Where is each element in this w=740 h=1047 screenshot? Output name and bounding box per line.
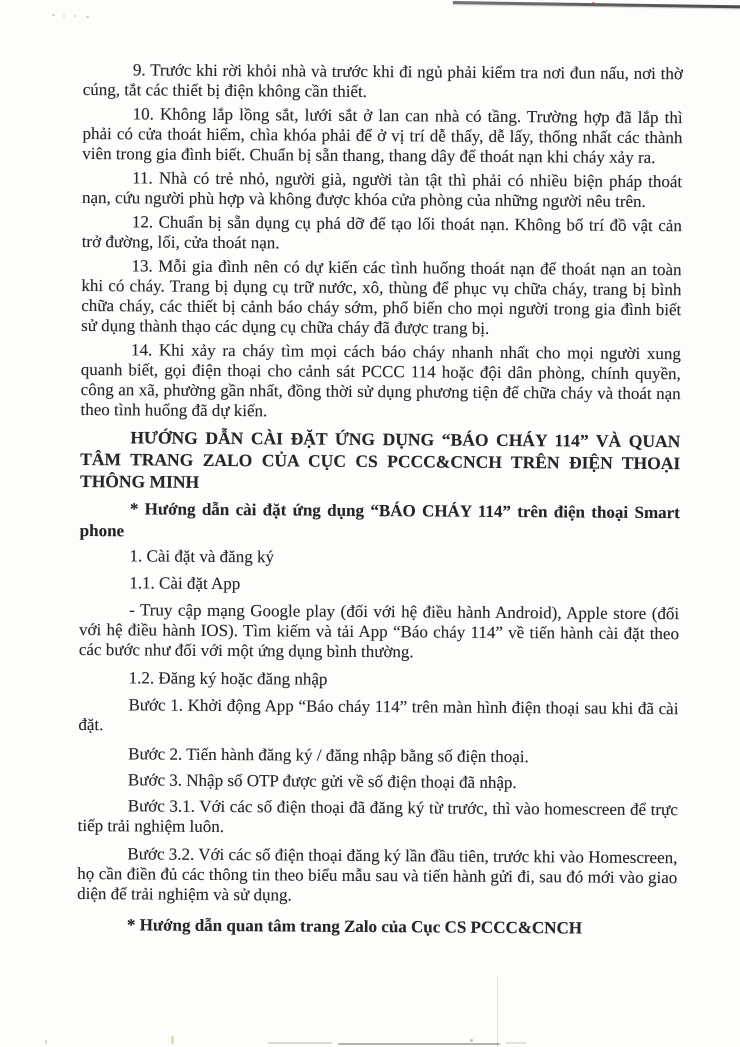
scan-artifact-left-speck: [45, 1040, 47, 1044]
scan-artifact-bottom-streak: [505, 1042, 527, 1044]
scan-artifact-speck: [86, 16, 89, 18]
scan-artifact-yellow-speck: [171, 1036, 174, 1044]
instruction-item-13: 13. Mỗi gia đình nên có dự kiến các tình huống thoát nạn để thoát nạn an toàn khi có cháy. Trang bị dụng cụ trữ nước, xô, thùng để phục vụ chữa cháy, trang bị bình chữa cháy, các thiết bị cảnh báo cháy sớm, phổ biến cho mọi người trong gia đình biết sử dụng thành thạo các dụng cụ chữa cháy đã được trang bị.: [81, 256, 682, 338]
step-3-2: Bước 3.2. Với các số điện thoại đăng ký lần đầu tiên, trước khi vào Homescreen, họ cần điền đủ các thông tin theo biểu mẫu sau và tiến hành gửi đi, sau đó mới vào giao diện để trải nghiệm và sử dụng.: [77, 844, 678, 905]
section-install-register-title: 1. Cài đặt và đăng ký: [129, 546, 275, 567]
install-app-instructions: - Truy cập mạng Google play (đối với hệ điều hành Android), Apple store (đối với hệ điều hành IOS). Tìm kiếm và tải App “Báo cháy 114” về tiến hành cài đặt theo các bước như đối với một ứng dụng bình thường.: [78, 600, 680, 662]
section-register-login-title: 1.2. Đăng ký hoặc đăng nhập: [128, 668, 328, 689]
instruction-item-12: 12. Chuẩn bị sẵn dụng cụ phá dỡ để tạo lối thoát nạn. Không bố trí đồ vật cản trở đường, lối, cửa thoát nạn.: [81, 212, 682, 253]
step-1: Bước 1. Khởi động App “Báo cháy 114” trên màn hình điện thoại sau khi đã cài đặt.: [78, 695, 679, 735]
step-2: Bước 2. Tiến hành đăng ký / đăng nhập bằng số điện thoại.: [128, 744, 529, 767]
step-3-1: Bước 3.1. Với các số điện thoại đã đăng ký từ trước, thì vào homescreen để trực tiếp trải nghiệm luôn.: [77, 796, 678, 837]
scan-artifact-bottom-streak: [268, 1042, 332, 1044]
scan-artifact-speck: [74, 15, 76, 17]
instruction-item-14: 14. Khi xảy ra cháy tìm mọi cách báo cháy nhanh nhất cho mọi người xung quanh biết, gọi điện thoại cho cảnh sát PCCC 114 hoặc đội dân phòng, chính quyền, công an xã, phường gần nhất, đồng thời sử dụng phương tiện để chữa cháy và thoát nạn theo tình huống đã dự kiến.: [80, 340, 682, 421]
section-install-app-title: 1.1. Cài đặt App: [129, 573, 241, 594]
install-guide-subheading: * Hướng dẫn cài đặt ứng dụng “BÁO CHÁY 114” trên điện thoại Smart phone: [79, 499, 680, 541]
scan-artifact-speck: [63, 15, 65, 17]
scan-artifact-red-speck: [592, 2, 595, 4]
instruction-item-10: 10. Không lắp lồng sắt, lưới sắt ở lan can nhà có tầng. Trường hợp đã lắp thì phải có cửa thoát hiểm, chìa khóa phải để ở vị trí dễ thấy, dễ lấy, thống nhất các thành viên trong gia đình biết. Chuẩn bị sẵn thang, thang dây để thoát nạn khi cháy xảy ra.: [82, 104, 683, 167]
scan-artifact-fold-line: [497, 977, 498, 1047]
scan-artifact-speck: [52, 14, 55, 16]
document-body: [77, 60, 683, 940]
scan-artifact-bottom-streak: [338, 1043, 500, 1046]
zalo-guide-subheading: * Hướng dẫn quan tâm trang Zalo của Cục CS PCCC&CNCH: [126, 915, 583, 938]
instruction-item-11: 11. Nhà có trẻ nhỏ, người già, người tàn tật thì phải có nhiều biện pháp thoát nạn, cứu người phù hợp và không được khóa cửa phòng của những người nêu trên.: [81, 168, 683, 211]
step-3: Bước 3. Nhập số OTP được gửi về số điện thoại đã nhập.: [127, 770, 517, 793]
scan-artifact-bottom-dot: [470, 1039, 473, 1042]
app-guide-heading: HƯỚNG DẪN CÀI ĐẶT ỨNG DỤNG “BÁO CHÁY 114” VÀ QUAN TÂM TRANG ZALO CỦA CỤC CS PCCC&CNCH TRÊN ĐIỆN THOẠI THÔNG MINH: [79, 427, 681, 492]
scan-artifact-top-edge-line: [453, 1, 740, 8]
instruction-item-9: 9. Trước khi rời khỏi nhà và trước khi đi ngủ phải kiểm tra nơi đun nấu, nơi thờ cúng, tắt các thiết bị điện không cần thiết.: [82, 60, 683, 101]
